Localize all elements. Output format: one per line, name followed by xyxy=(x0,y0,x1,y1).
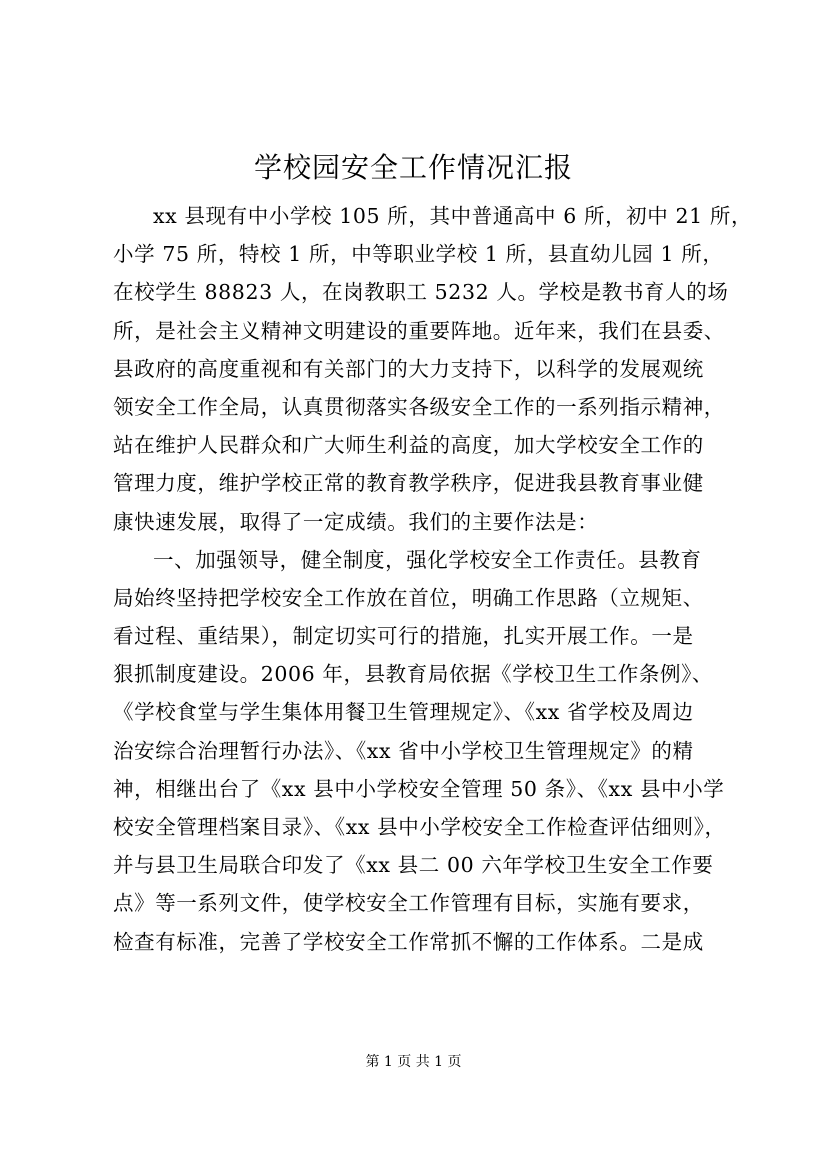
body-line: 点》等一系列文件，使学校安全工作管理有目标，实施有要求， xyxy=(113,891,704,916)
body-line: 站在维护人民群众和广大师生利益的高度，加大学校安全工作的 xyxy=(113,433,704,458)
body-line: 康快速发展，取得了一定成绩。我们的主要作法是： xyxy=(113,509,599,534)
body-line: 治安综合治理暂行办法》、《xx 省中小学校卫生管理规定》的精 xyxy=(113,738,694,763)
body-line: 领安全工作全局，认真贯彻落实各级安全工作的一系列指示精神， xyxy=(113,394,725,419)
body-line: 在校学生 88823 人，在岗教职工 5232 人。学校是教书育人的场 xyxy=(113,280,729,305)
document-body xyxy=(113,197,753,961)
page-footer: 第 1 页 共 1 页 xyxy=(365,1054,462,1070)
body-line: 局始终坚持把学校安全工作放在首位，明确工作思路（立规矩、 xyxy=(113,585,704,610)
document-title: 学校园安全工作情况汇报 xyxy=(253,151,573,184)
body-line: 县政府的高度重视和有关部门的大力支持下，以科学的发展观统 xyxy=(113,356,704,381)
body-line: 检查有标准，完善了学校安全工作常抓不懈的工作体系。二是成 xyxy=(113,929,704,954)
body-line: 一、加强领导，健全制度，强化学校安全工作责任。县教育 xyxy=(153,547,702,572)
body-line: 《学校食堂与学生集体用餐卫生管理规定》、《xx 省学校及周边 xyxy=(113,700,694,725)
body-line: xx 县现有中小学校 105 所，其中普通高中 6 所，初中 21 所， xyxy=(153,204,753,228)
body-line: 管理力度，维护学校正常的教育教学秩序，促进我县教育事业健 xyxy=(113,471,704,496)
body-line: 小学 75 所，特校 1 所，中等职业学校 1 所，县直幼儿园 1 所， xyxy=(113,242,724,267)
body-line: 看过程、重结果），制定切实可行的措施，扎实开展工作。一是 xyxy=(113,624,694,649)
body-line: 并与县卫生局联合印发了《xx 县二 00 六年学校卫生安全工作要 xyxy=(113,853,714,878)
body-line: 狠抓制度建设。2006 年，县教育局依据《学校卫生工作条例》、 xyxy=(113,662,714,687)
body-line: 所，是社会主义精神文明建设的重要阵地。近年来，我们在县委、 xyxy=(113,318,725,343)
body-line: 神，相继出台了《xx 县中小学校安全管理 50 条》、《xx 县中小学 xyxy=(113,776,725,801)
body-line: 校安全管理档案目录》、《xx 县中小学校安全工作检查评估细则》， xyxy=(113,815,726,839)
